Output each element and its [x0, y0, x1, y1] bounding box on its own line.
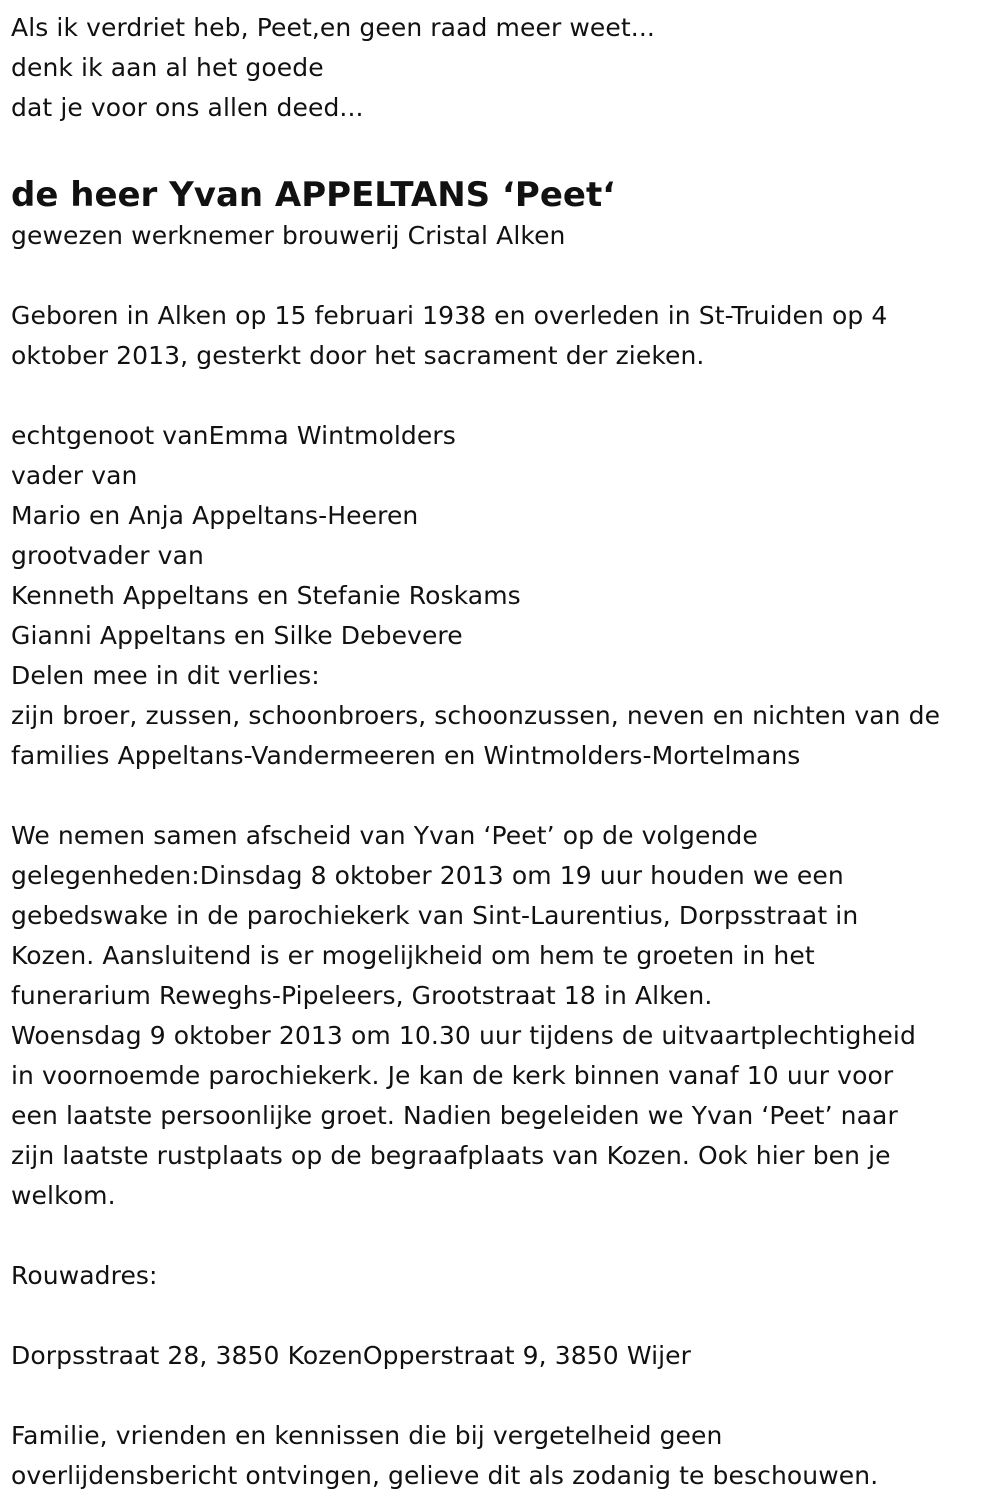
- family-line: families Appeltans-Vandermeeren en Wintmolders-Mortelmans: [11, 741, 801, 770]
- spacer: [11, 256, 1000, 296]
- farewell-line: gelegenheden:Dinsdag 8 oktober 2013 om 19 uur houden we een: [11, 861, 844, 890]
- farewell-line: Kozen. Aansluitend is er mogelijkheid om hem te groeten in het: [11, 941, 815, 970]
- deceased-name: de heer Yvan APPELTANS ‘Peet‘: [11, 175, 616, 215]
- text-line: oktober 2013, gesterkt door het sacrament der zieken.: [11, 341, 705, 370]
- farewell-line: We nemen samen afscheid van Yvan ‘Peet’ op de volgende: [11, 821, 758, 850]
- closing-line: overlijdensbericht ontvingen, gelieve dit als zodanig te beschouwen.: [11, 1461, 879, 1490]
- family-line: echtgenoot vanEmma Wintmolders: [11, 421, 456, 450]
- farewell-line: funerarium Reweghs-Pipeleers, Grootstraat 18 in Alken.: [11, 981, 713, 1010]
- spacer: [11, 1216, 1000, 1256]
- text-line: Geboren in Alken op 15 februari 1938 en overleden in St-Truiden op 4: [11, 301, 888, 330]
- family-line: Mario en Anja Appeltans-Heeren: [11, 501, 419, 530]
- spacer: [11, 1376, 1000, 1416]
- family-line: Kenneth Appeltans en Stefanie Roskams: [11, 581, 521, 610]
- farewell-line: Woensdag 9 oktober 2013 om 10.30 uur tijdens de uitvaartplechtigheid: [11, 1021, 916, 1050]
- family-line: zijn broer, zussen, schoonbroers, schoonzussen, neven en nichten van de: [11, 701, 941, 730]
- closing-line: Familie, vrienden en kennissen die bij vergetelheid geen: [11, 1421, 723, 1450]
- family-section: [11, 416, 1000, 776]
- mourning-address-label: Rouwadres:: [11, 1261, 158, 1290]
- farewell-section: [11, 816, 1000, 1216]
- family-line: Gianni Appeltans en Silke Debevere: [11, 621, 463, 650]
- farewell-line: welkom.: [11, 1181, 116, 1210]
- family-line: vader van: [11, 461, 138, 490]
- poem: [11, 8, 1000, 128]
- mourning-addresses: Dorpsstraat 28, 3850 KozenOpperstraat 9, 3850 Wijer: [11, 1341, 692, 1370]
- family-line: grootvader van: [11, 541, 204, 570]
- deceased-occupation: gewezen werknemer brouwerij Cristal Alken: [11, 221, 566, 250]
- family-line: Delen mee in dit verlies:: [11, 661, 320, 690]
- farewell-line: een laatste persoonlijke groet. Nadien begeleiden we Yvan ‘Peet’ naar: [11, 1101, 898, 1130]
- farewell-line: gebedswake in de parochiekerk van Sint-Laurentius, Dorpsstraat in: [11, 901, 859, 930]
- farewell-line: in voornoemde parochiekerk. Je kan de kerk binnen vanaf 10 uur voor: [11, 1061, 894, 1090]
- birth-death-paragraph: [11, 296, 1000, 376]
- poem-line: dat je voor ons allen deed...: [11, 93, 364, 122]
- spacer: [11, 776, 1000, 816]
- closing-note: [11, 1416, 1000, 1496]
- poem-line: Als ik verdriet heb, Peet,en geen raad meer weet...: [11, 13, 655, 42]
- spacer: [11, 376, 1000, 416]
- poem-line: denk ik aan al het goede: [11, 53, 324, 82]
- farewell-line: zijn laatste rustplaats op de begraafplaats van Kozen. Ook hier ben je: [11, 1141, 891, 1170]
- spacer: [11, 1296, 1000, 1336]
